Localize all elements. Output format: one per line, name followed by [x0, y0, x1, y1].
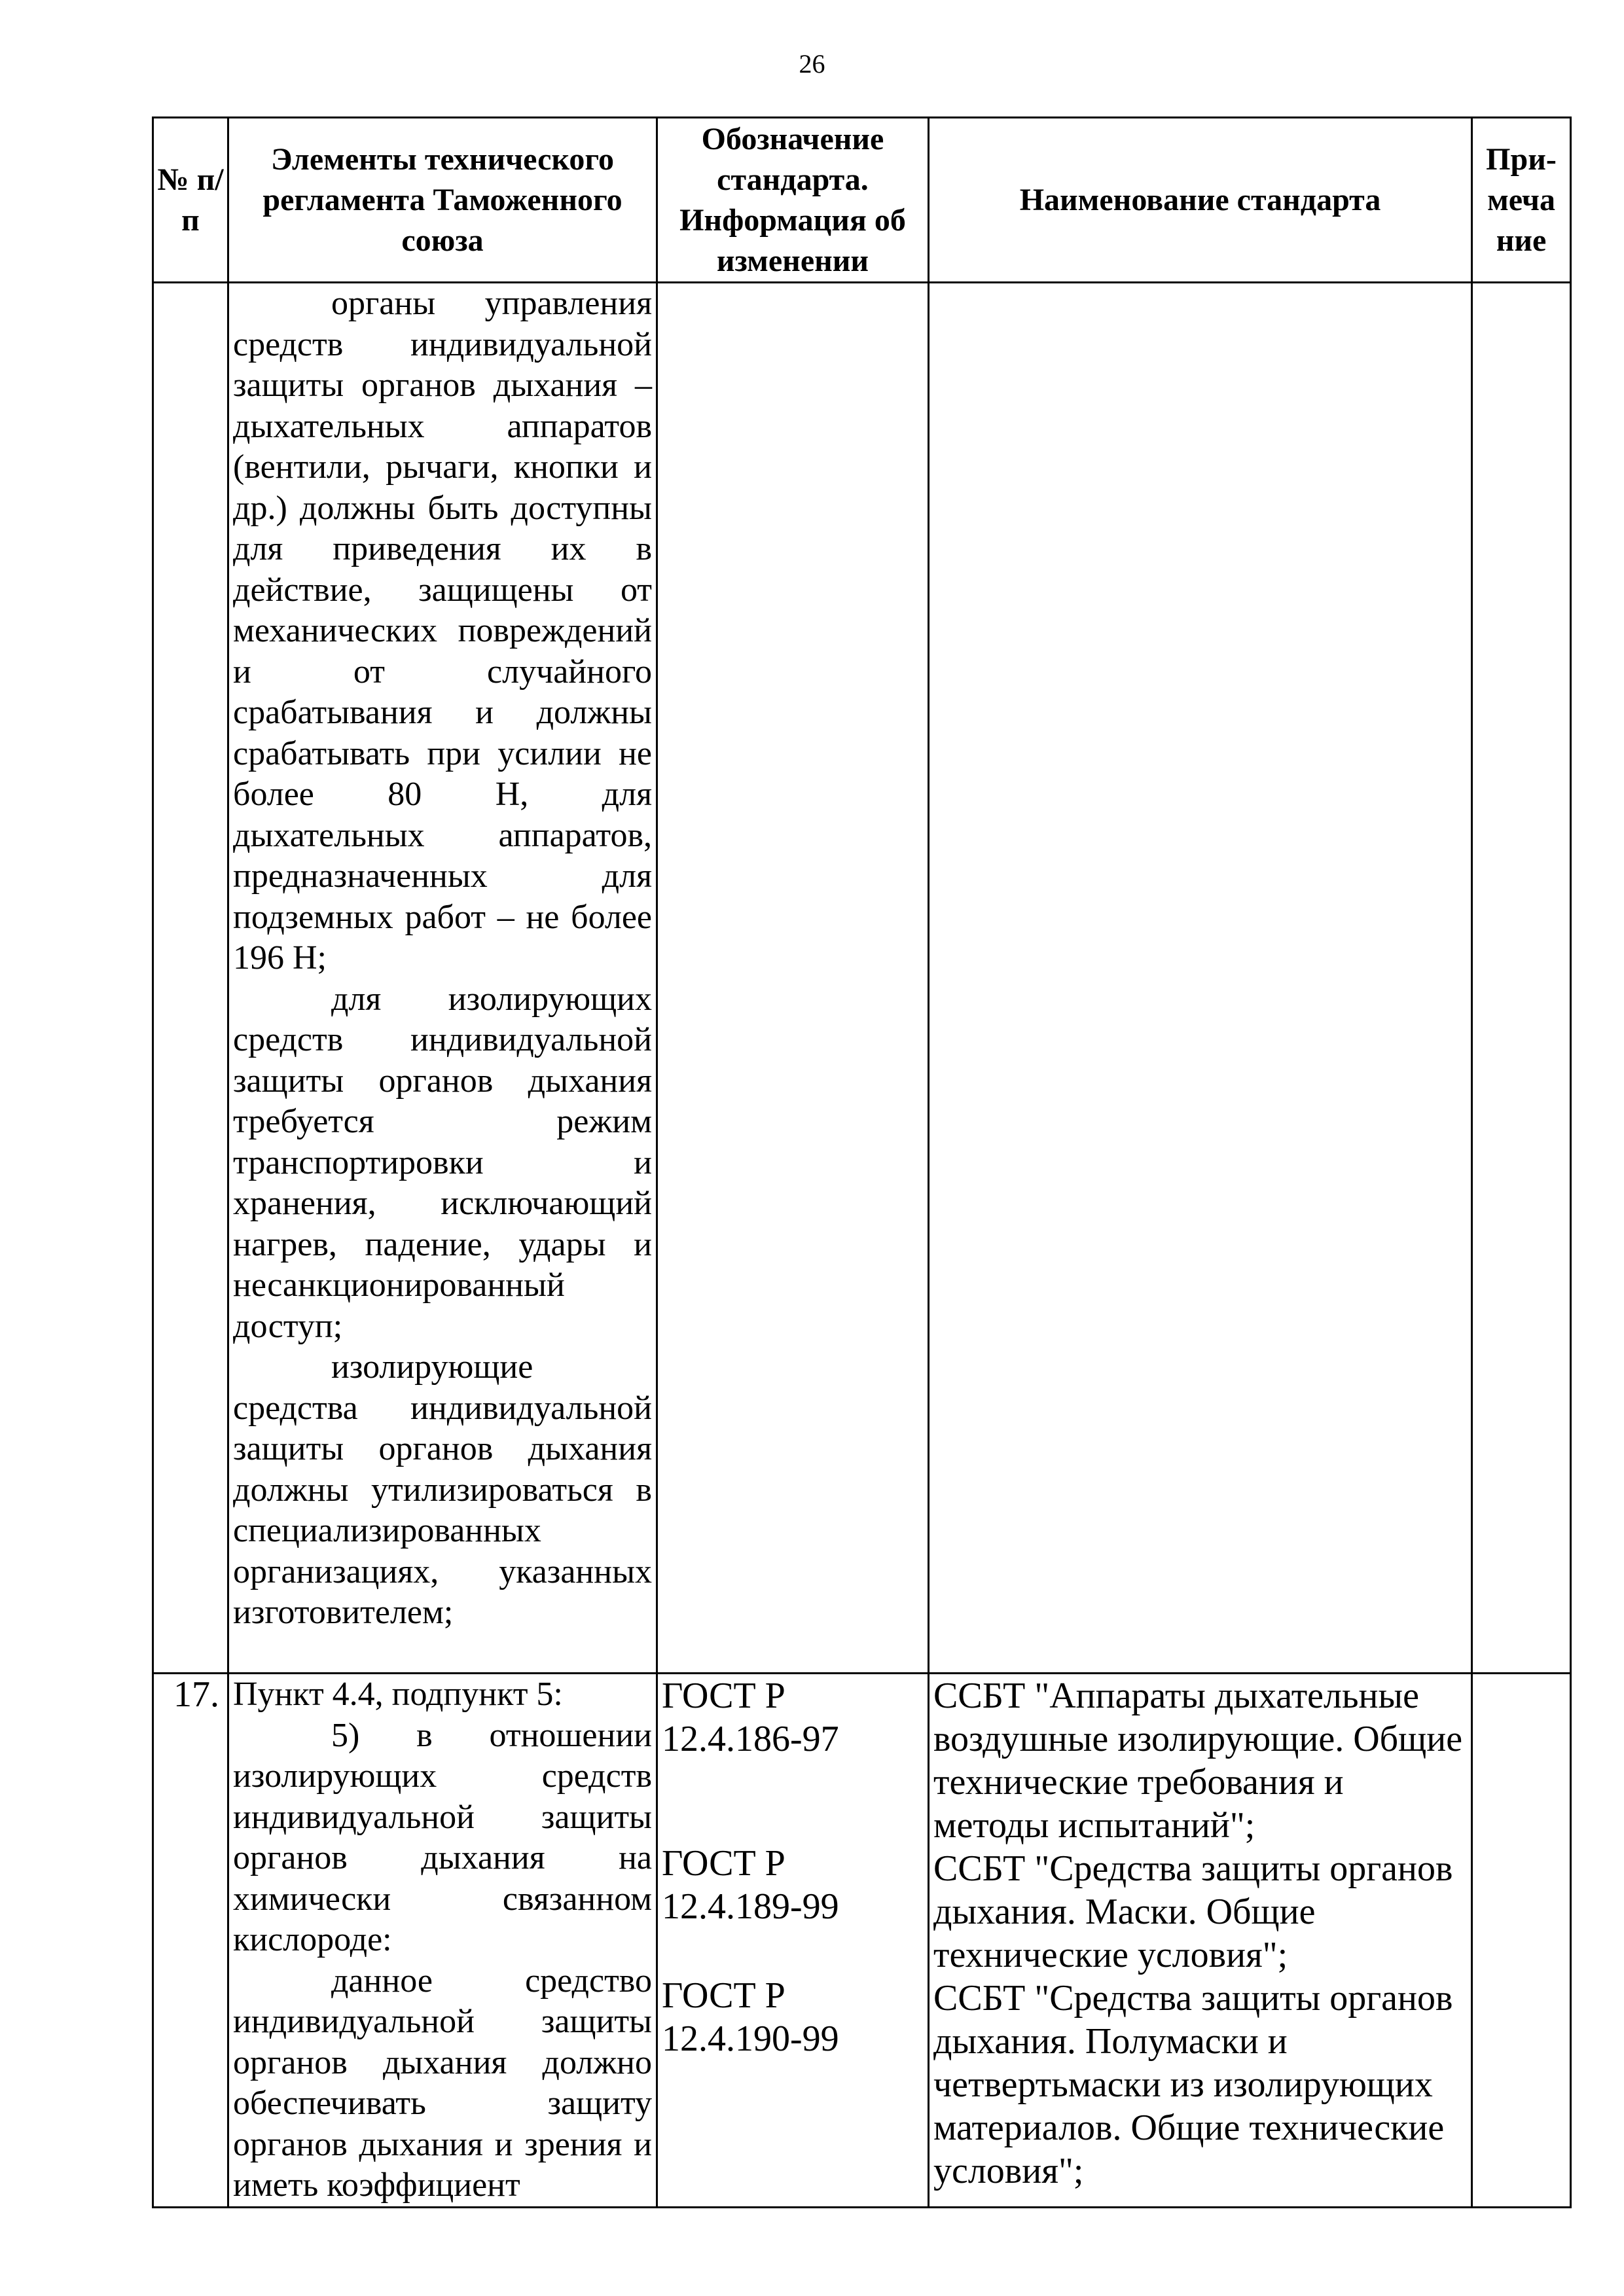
table-row [153, 1674, 1571, 2208]
row-number: 17. [173, 1674, 219, 1715]
table-header-row [153, 118, 1571, 283]
paragraph: органы управления средств индивидуальной защиты органов дыхания – дыхательных аппаратов (вентили, рычаги, кнопки и др.) должны быть доступны для приведения их в действие, защищены от механических повреждений и от случайного срабатывания и должны срабатывать при усилии не более 80 Н, для дыхательных аппаратов, предназначенных для подземных работ – не более 196 Н; [233, 285, 652, 977]
clause-heading: Пункт 4.4, подпункт 5: [233, 1676, 563, 1713]
standard-name: ССБТ "Средства защиты органов дыхания. Маски. Общие технические условия"; [933, 1848, 1453, 1975]
standard-code: ГОСТ Р 12.4.186-97 [662, 1676, 839, 1759]
elements-cell [228, 1674, 657, 2208]
header-elements: Элементы технического регламента Таможенного союза [228, 118, 657, 283]
standard-code: ГОСТ Р 12.4.190-99 [662, 1975, 839, 2059]
header-designation: Обозначение стандарта. Информация об изменении [657, 118, 929, 283]
paragraph: 5) в отношении изолирующих средств индивидуальной защиты органов дыхания на химически связанном кислороде: [233, 1716, 652, 1958]
name-cell [929, 283, 1472, 1674]
designation-cell [657, 283, 929, 1674]
header-name: Наименование стандарта [929, 118, 1472, 283]
elements-cell [228, 283, 657, 1674]
row-num-cell [153, 1674, 228, 2208]
paragraph: для изолирующих средств индивидуальной защиты органов дыхания требуется режим транспортировки и хранения, исключающий нагрев, падение, удары и несанкционированный доступ; [233, 980, 652, 1345]
paragraph: данное средство индивидуальной защиты органов дыхания должно обеспечивать защиту органов дыхания и зрения и иметь коэффициент [233, 1962, 652, 2204]
name-cell [929, 1674, 1472, 2208]
standards-table [152, 117, 1572, 2208]
standard-code: ГОСТ Р 12.4.189-99 [662, 1843, 839, 1927]
standard-name: ССБТ "Аппараты дыхательные воздушные изолирующие. Общие технические требования и методы испытаний"; [933, 1676, 1463, 1846]
paragraph: изолирующие средства индивидуальной защиты органов дыхания должны утилизироваться в специализированных организациях, указанных изготовителем; [233, 1348, 652, 1631]
row-num-cell [153, 283, 228, 1674]
header-note: При-меча ние [1472, 118, 1571, 283]
standard-name: ССБТ "Средства защиты органов дыхания. Полумаски и четвертьмаски из изолирующих материалов. Общие технические условия"; [933, 1978, 1453, 2191]
table-row [153, 283, 1571, 1674]
header-num: № п/п [153, 118, 228, 283]
designation-cell [657, 1674, 929, 2208]
page-number: 26 [799, 49, 825, 79]
note-cell [1472, 283, 1571, 1674]
note-cell [1472, 1674, 1571, 2208]
